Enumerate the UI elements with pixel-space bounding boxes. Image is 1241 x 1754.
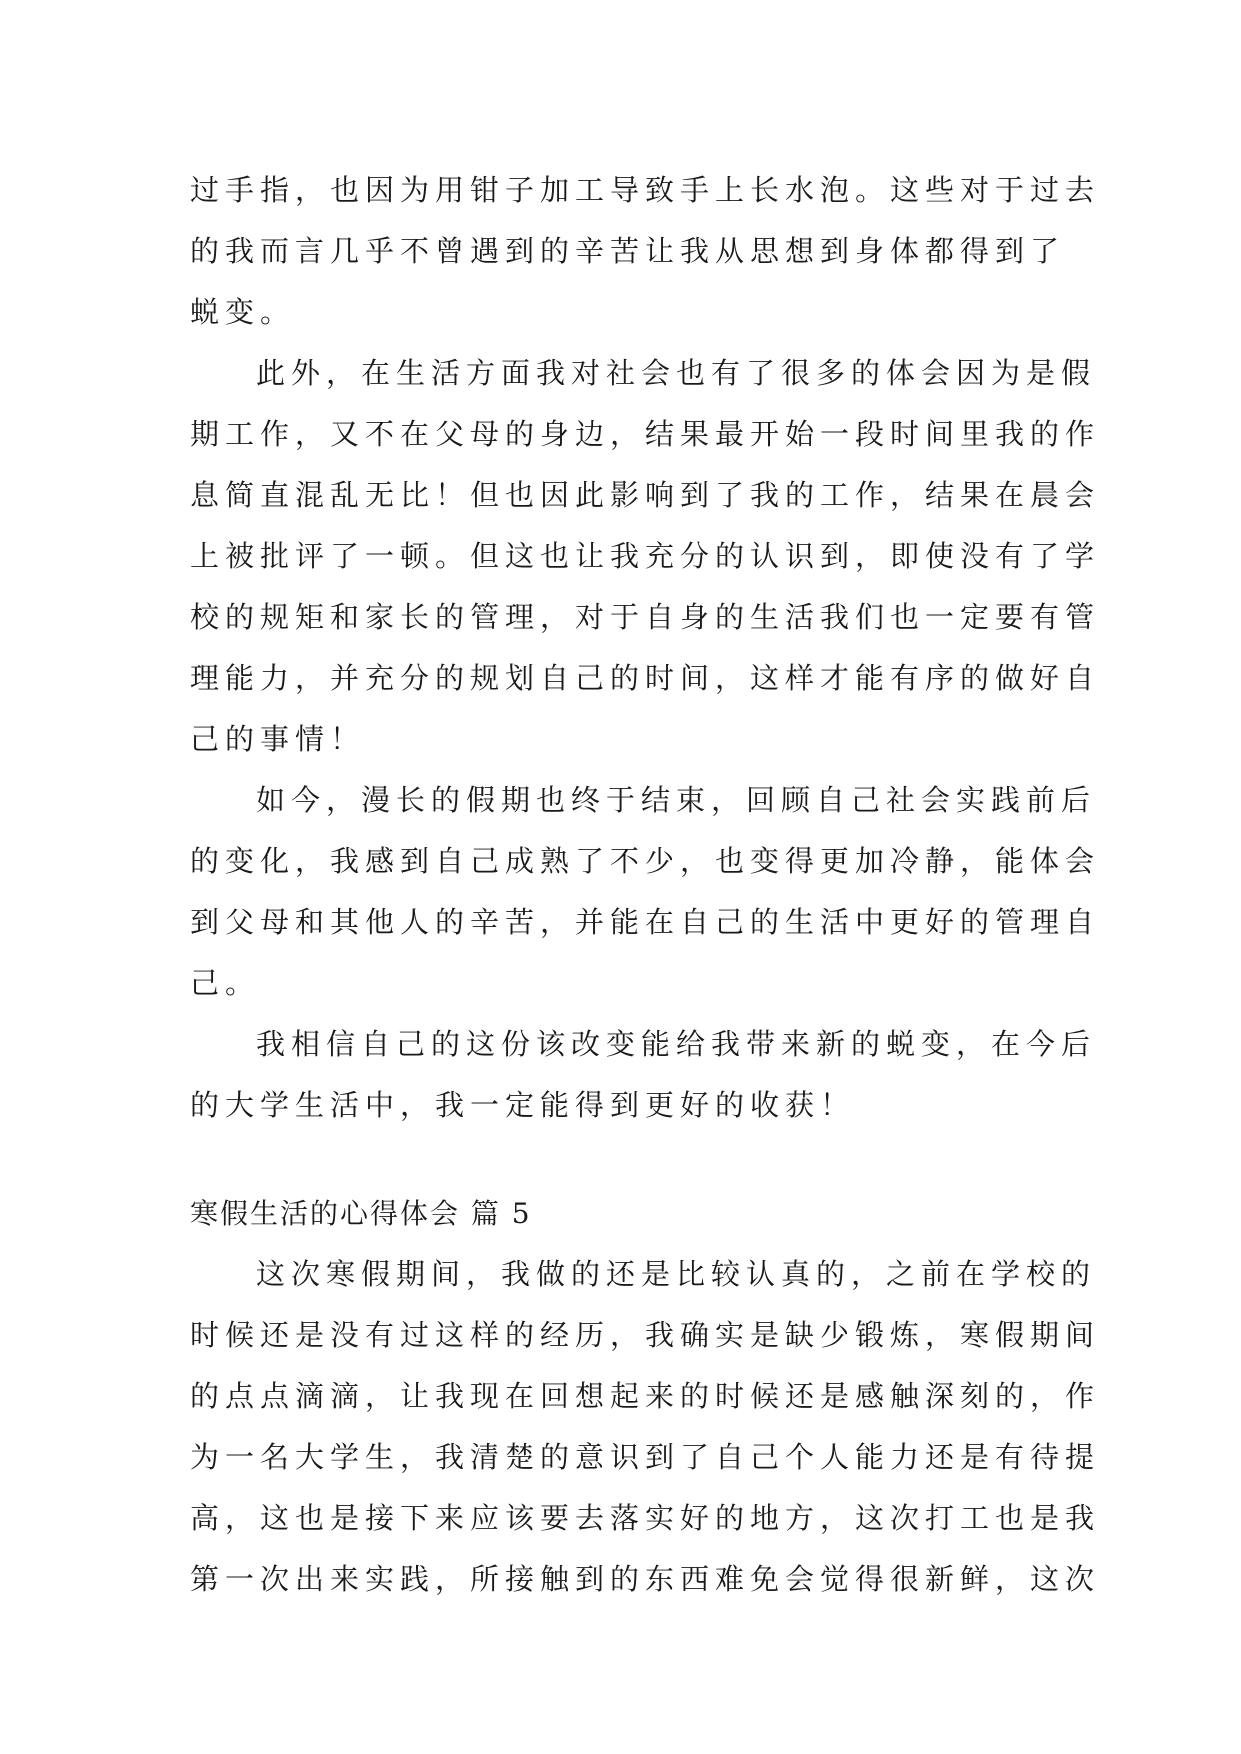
text-line: 的点点滴滴，让我现在回想起来的时候还是感触深刻的，作 xyxy=(190,1379,1101,1413)
text-line: 这次寒假期间，我做的还是比较认真的，之前在学校的 xyxy=(256,1257,1097,1291)
text-line: 此外，在生活方面我对社会也有了很多的体会因为是假 xyxy=(256,356,1097,390)
text-line: 第一次出来实践，所接触到的东西难免会觉得很新鲜，这次 xyxy=(190,1562,1101,1596)
paragraph xyxy=(190,343,1101,770)
text-line: 高，这也是接下来应该要去落实好的地方，这次打工也是我 xyxy=(190,1501,1101,1535)
paragraph xyxy=(190,1244,1101,1610)
text-line: 己。 xyxy=(190,966,261,1000)
text-line: 我相信自己的这份该改变能给我带来新的蜕变，在今后 xyxy=(256,1027,1097,1061)
text-line: 的变化，我感到自己成熟了不少，也变得更加冷静，能体会 xyxy=(190,844,1101,878)
text-line: 的我而言几乎不曾遇到的辛苦让我从思想到身体都得到了 xyxy=(190,234,1066,268)
text-line: 己的事情！ xyxy=(190,722,366,756)
text-line: 时候还是没有过这样的经历，我确实是缺少锻炼，寒假期间 xyxy=(190,1318,1101,1352)
text-line: 息简直混乱无比！但也因此影响到了我的工作，结果在晨会 xyxy=(190,478,1101,512)
text-line: 的大学生活中，我一定能得到更好的收获！ xyxy=(190,1088,856,1122)
text-line: 为一名大学生，我清楚的意识到了自己个人能力还是有待提 xyxy=(190,1440,1101,1474)
paragraph xyxy=(190,160,1101,343)
text-line: 校的规矩和家长的管理，对于自身的生活我们也一定要有管 xyxy=(190,600,1101,634)
text-line: 过手指，也因为用钳子加工导致手上长水泡。这些对于过去 xyxy=(190,173,1101,207)
text-line: 上被批评了一顿。但这也让我充分的认识到，即使没有了学 xyxy=(190,539,1101,573)
paragraph xyxy=(190,1014,1097,1136)
section-heading: 寒假生活的心得体会 篇 5 xyxy=(190,1197,532,1230)
text-line: 理能力，并充分的规划自己的时间，这样才能有序的做好自 xyxy=(190,661,1101,695)
paragraph xyxy=(190,770,1101,1014)
text-line: 如今，漫长的假期也终于结束，回顾自己社会实践前后 xyxy=(256,783,1097,817)
text-line: 蜕变。 xyxy=(190,295,296,329)
text-line: 期工作，又不在父母的身边，结果最开始一段时间里我的作 xyxy=(190,417,1101,451)
text-line: 到父母和其他人的辛苦，并能在自己的生活中更好的管理自 xyxy=(190,905,1101,939)
document-body xyxy=(190,160,1101,1610)
